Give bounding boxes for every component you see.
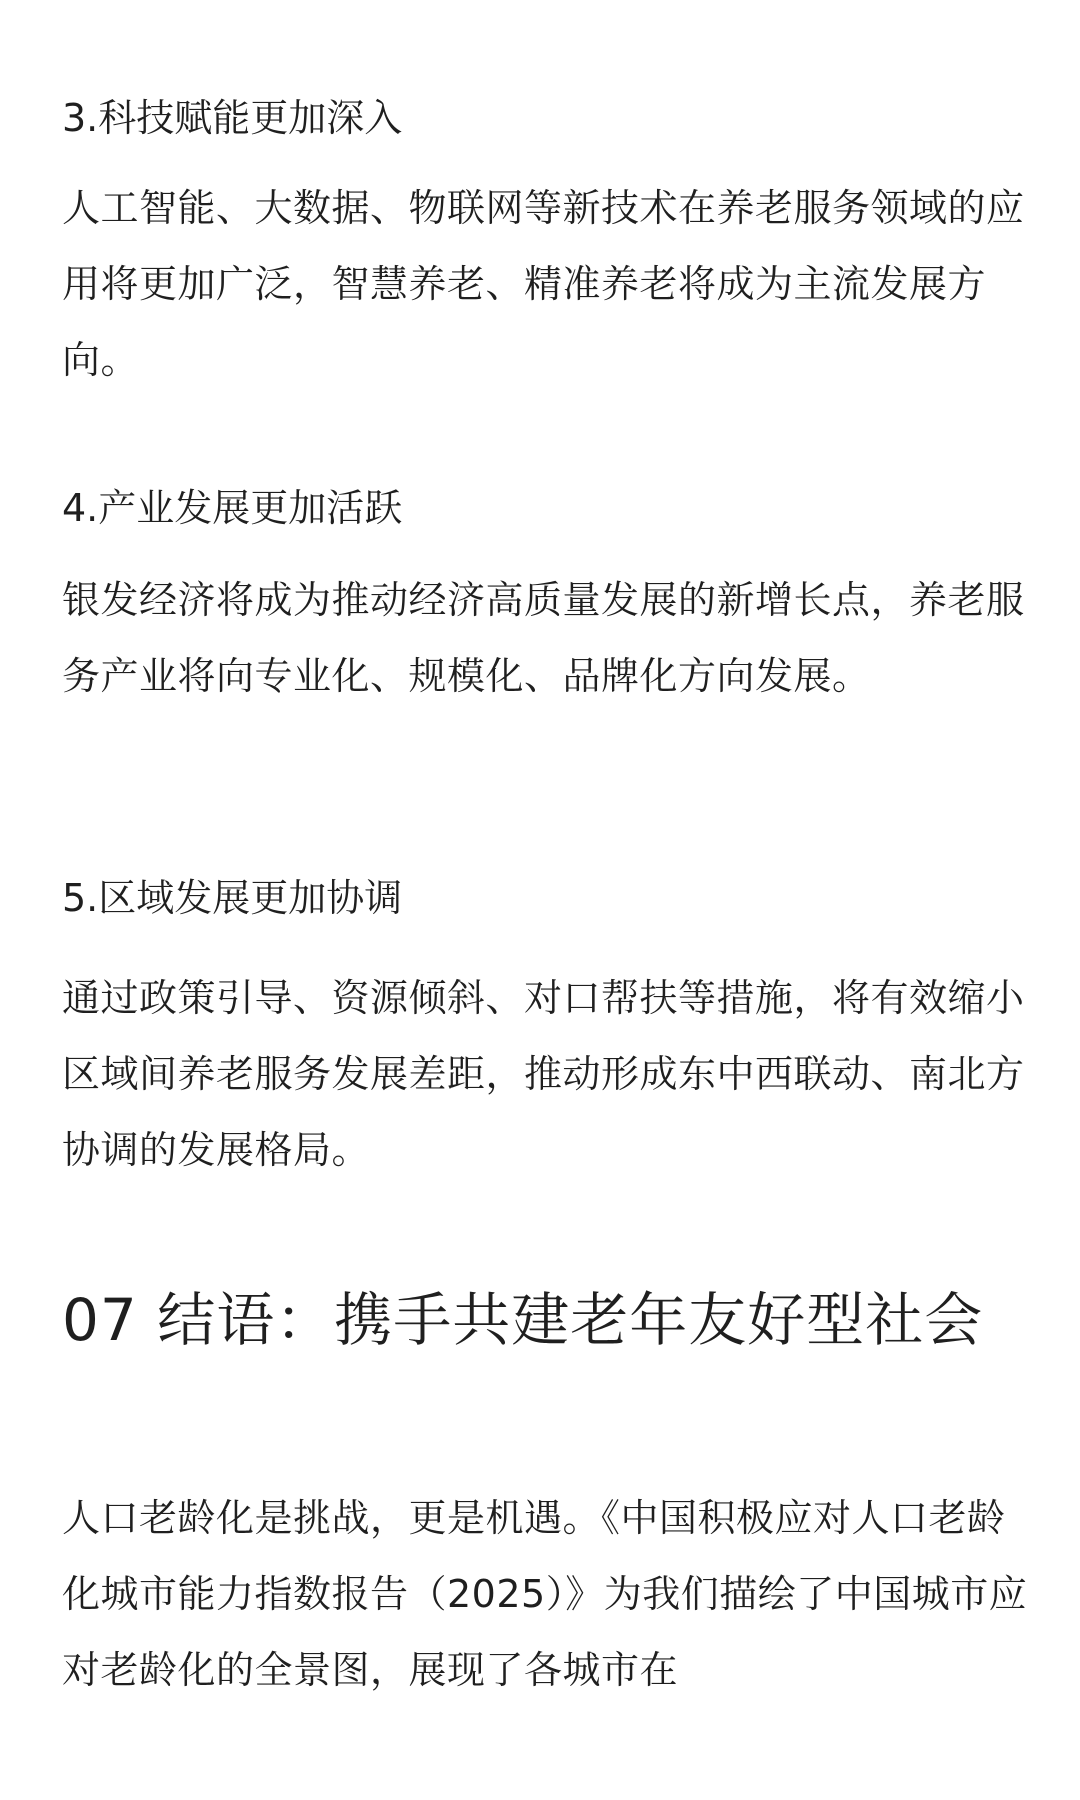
section-title-conclusion: 07 结语：携手共建老年友好型社会 <box>62 1286 984 1354</box>
subheading-industry-development: 4.产业发展更加活跃 <box>62 486 403 530</box>
paragraph-tech-empowerment: 人工智能、大数据、物联网等新技术在养老服务领域的应用将更加广泛，智慧养老、精准养老将成为主流发展方向。 <box>62 186 1025 382</box>
paragraph-industry-development: 银发经济将成为推动经济高质量发展的新增长点，养老服务产业将向专业化、规模化、品牌化方向发展。 <box>62 578 1025 698</box>
paragraph-regional-coordination: 通过政策引导、资源倾斜、对口帮扶等措施，将有效缩小区域间养老服务发展差距，推动形成东中西联动、南北方协调的发展格局。 <box>62 976 1025 1172</box>
subheading-regional-coordination: 5.区域发展更加协调 <box>62 876 403 920</box>
paragraph-conclusion: 人口老龄化是挑战，更是机遇。《中国积极应对人口老龄化城市能力指数报告（2025）》为我们描绘了中国城市应对老龄化的全景图，展现了各城市在 <box>62 1496 1028 1692</box>
subheading-tech-empowerment: 3.科技赋能更加深入 <box>62 96 403 140</box>
